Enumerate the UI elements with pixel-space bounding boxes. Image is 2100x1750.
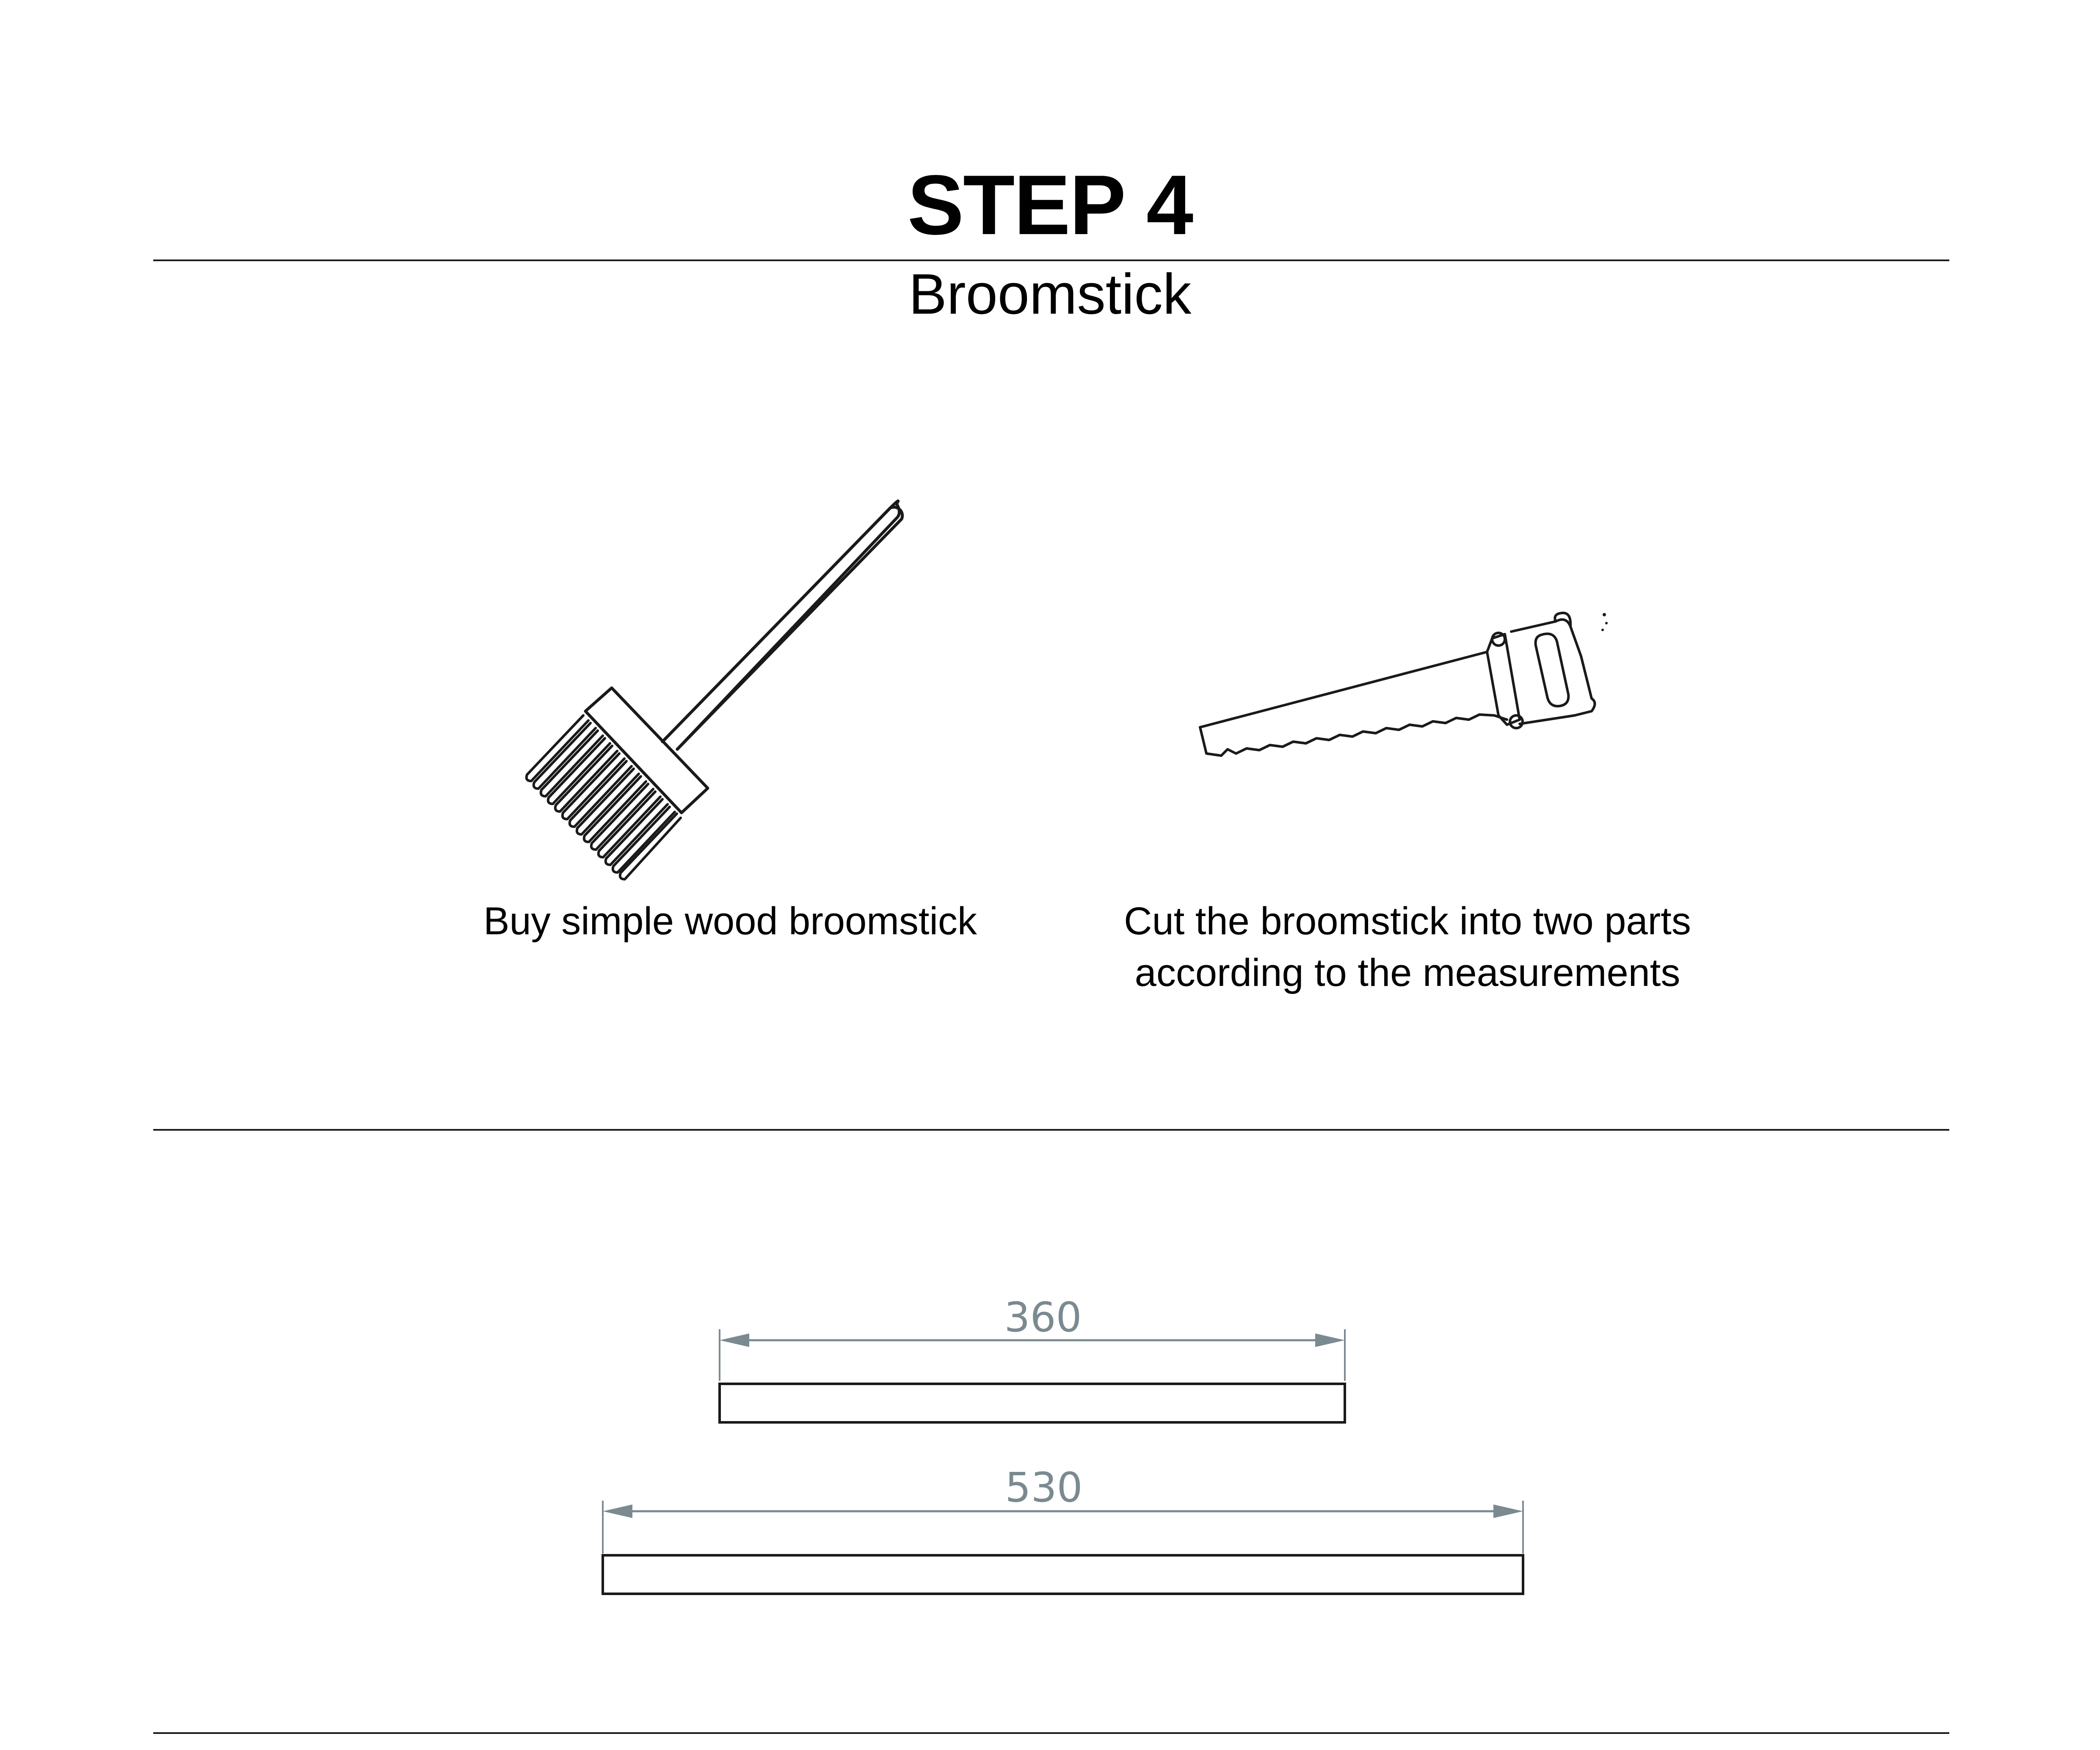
buy-broomstick-caption: Buy simple wood broomstick <box>483 900 977 943</box>
broomstick-part-530 <box>603 1555 1523 1594</box>
dimension-label-360: 360 <box>1004 1294 1082 1341</box>
broomstick-part-360 <box>720 1384 1345 1422</box>
dimension-360 <box>720 1294 1345 1381</box>
cut-caption-line-1: Cut the broomstick into two parts <box>1124 900 1691 943</box>
cut-caption-line-2: according to the measurements <box>1134 951 1681 994</box>
dimension-530 <box>603 1464 1523 1554</box>
footer-divider <box>153 1732 1949 1734</box>
dimension-label-530: 530 <box>1005 1464 1083 1511</box>
step-subtitle: Broomstick <box>908 262 1192 326</box>
step-title: STEP 4 <box>907 158 1193 252</box>
